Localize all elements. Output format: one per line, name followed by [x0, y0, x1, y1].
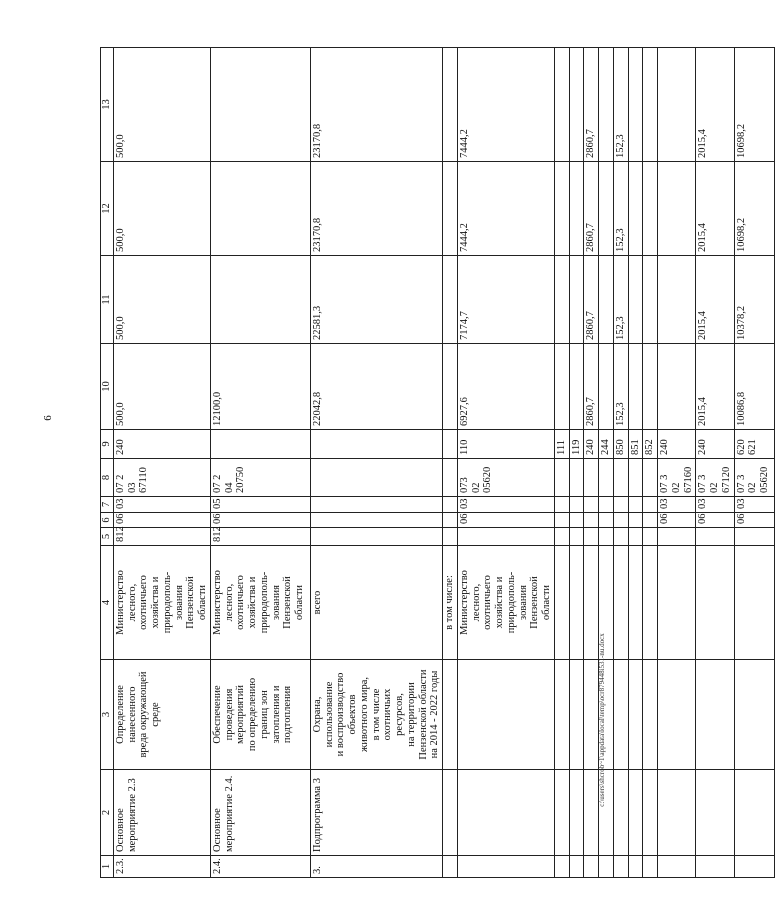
- table-cell: [554, 344, 569, 430]
- table-cell: [569, 256, 584, 344]
- table-cell: [734, 660, 774, 770]
- column-number: 5: [101, 528, 114, 546]
- table-cell: [569, 162, 584, 256]
- table-row: [613, 48, 628, 878]
- column-number: 13: [101, 48, 114, 162]
- table-cell: 240: [113, 430, 210, 459]
- table-cell: [628, 856, 643, 878]
- table-cell: [628, 459, 643, 497]
- table-cell: 6927,6: [457, 344, 554, 430]
- table-cell: 05: [210, 497, 310, 513]
- column-number: 2: [101, 770, 114, 856]
- table-cell: [443, 660, 458, 770]
- table-cell: [613, 660, 628, 770]
- table-cell: 10086,8: [734, 344, 774, 430]
- table-cell: [210, 48, 310, 162]
- table-cell: [613, 856, 628, 878]
- table-cell: [310, 430, 442, 459]
- table-cell: [457, 528, 554, 546]
- table-cell: [643, 256, 658, 344]
- table-cell: [569, 546, 584, 660]
- table-cell: [628, 546, 643, 660]
- table-cell: [584, 459, 599, 497]
- table-cell: 23170,8: [310, 162, 442, 256]
- table-cell: [658, 660, 696, 770]
- table-cell: [643, 162, 658, 256]
- table-cell: [554, 162, 569, 256]
- table-cell: [696, 546, 734, 660]
- table-cell: 2015,4: [696, 48, 734, 162]
- table-cell: Министерство лесного, охотничьего хозяйства и природополь- зования Пензенской области: [113, 546, 210, 660]
- table-cell: Министерство лесного, охотничьего хозяйства и природополь- зования Пензенской области: [457, 546, 554, 660]
- table-cell: 111: [554, 430, 569, 459]
- table-cell: 812: [113, 528, 210, 546]
- table-cell: [643, 770, 658, 856]
- table-cell: [584, 856, 599, 878]
- table-cell: [443, 256, 458, 344]
- table-cell: [569, 660, 584, 770]
- table-cell: всего: [310, 546, 442, 660]
- budget-table: [100, 47, 775, 878]
- table-cell: [569, 856, 584, 878]
- table-cell: 10378,2: [734, 256, 774, 344]
- table-cell: [599, 528, 614, 546]
- table-cell: [613, 497, 628, 513]
- table-row: [643, 48, 658, 878]
- table-cell: [554, 660, 569, 770]
- table-cell: [554, 546, 569, 660]
- table-cell: [210, 430, 310, 459]
- table-cell: [643, 513, 658, 528]
- table-cell: [443, 770, 458, 856]
- table-cell: Определение нанесенного вреда окружающей среде: [113, 660, 210, 770]
- table-cell: 22042,8: [310, 344, 442, 430]
- column-number: 8: [101, 459, 114, 497]
- table-cell: [643, 459, 658, 497]
- table-cell: 119: [569, 430, 584, 459]
- table-cell: [554, 256, 569, 344]
- table-cell: 03: [734, 497, 774, 513]
- table-cell: 07 2 04 20750: [210, 459, 310, 497]
- column-number: 11: [101, 256, 114, 344]
- table-cell: [643, 546, 658, 660]
- table-row: [569, 48, 584, 878]
- table-cell: [613, 528, 628, 546]
- table-cell: 06: [696, 513, 734, 528]
- table-cell: 500,0: [113, 256, 210, 344]
- table-cell: Охрана, использование и воспроизводство объектов животного мира, в том числе охотничьих ресурсов, на территории Пензенской области на 2014 - 2022 годы: [310, 660, 442, 770]
- table-cell: 03: [658, 497, 696, 513]
- column-number: 9: [101, 430, 114, 459]
- table-cell: [569, 770, 584, 856]
- table-cell: [599, 459, 614, 497]
- table-cell: [443, 513, 458, 528]
- table-cell: 03: [457, 497, 554, 513]
- table-cell: 3.: [310, 856, 442, 878]
- table-row: [734, 48, 774, 878]
- table-cell: [599, 256, 614, 344]
- table-cell: 23170,8: [310, 48, 442, 162]
- column-number: 1: [101, 856, 114, 878]
- table-cell: [696, 528, 734, 546]
- table-cell: 06: [734, 513, 774, 528]
- table-cell: Министерство лесного, охотничьего хозяйства и природополь- зования Пензенской области: [210, 546, 310, 660]
- table-cell: [584, 546, 599, 660]
- table-cell: 2015,4: [696, 162, 734, 256]
- table-cell: 2.3.: [113, 856, 210, 878]
- table-cell: [554, 459, 569, 497]
- table-cell: 852: [643, 430, 658, 459]
- table-row: [658, 48, 696, 878]
- table-cell: [554, 497, 569, 513]
- table-cell: [554, 856, 569, 878]
- table-cell: в том числе:: [443, 546, 458, 660]
- table-cell: 2015,4: [696, 344, 734, 430]
- table-cell: [443, 459, 458, 497]
- table-cell: [599, 162, 614, 256]
- table-cell: [310, 459, 442, 497]
- table-row: [457, 48, 554, 878]
- table-cell: [443, 528, 458, 546]
- table-cell: [628, 513, 643, 528]
- table-cell: 06: [457, 513, 554, 528]
- table-cell: [599, 513, 614, 528]
- table-row: [696, 48, 734, 878]
- table-cell: 110: [457, 430, 554, 459]
- table-cell: [658, 48, 696, 162]
- table-cell: 07 2 03 67110: [113, 459, 210, 497]
- table-row: [584, 48, 599, 878]
- table-cell: [628, 770, 643, 856]
- table-row: [443, 48, 458, 878]
- table-cell: 06: [210, 513, 310, 528]
- table-cell: [696, 856, 734, 878]
- table-cell: [457, 856, 554, 878]
- table-cell: 7444,2: [457, 48, 554, 162]
- table-cell: 244: [599, 430, 614, 459]
- table-cell: 10698,2: [734, 48, 774, 162]
- table-cell: [658, 256, 696, 344]
- table-cell: [643, 660, 658, 770]
- table-cell: [643, 856, 658, 878]
- table-cell: [584, 513, 599, 528]
- table-cell: [599, 48, 614, 162]
- table-cell: Подпрограмма 3: [310, 770, 442, 856]
- column-number: 6: [101, 513, 114, 528]
- table-cell: [628, 256, 643, 344]
- table-cell: [628, 528, 643, 546]
- table-cell: [658, 770, 696, 856]
- table-cell: 240: [584, 430, 599, 459]
- table-cell: [457, 770, 554, 856]
- table-cell: [613, 513, 628, 528]
- table-cell: [696, 660, 734, 770]
- table-row: [113, 48, 210, 878]
- table-cell: [554, 513, 569, 528]
- table-cell: 2860,7: [584, 48, 599, 162]
- table-cell: [613, 770, 628, 856]
- table-cell: [457, 660, 554, 770]
- table-cell: [443, 856, 458, 878]
- table-cell: 812: [210, 528, 310, 546]
- table-cell: [628, 497, 643, 513]
- table-cell: [628, 162, 643, 256]
- budget-table-container: [100, 48, 770, 878]
- table-cell: [569, 344, 584, 430]
- table-cell: 500,0: [113, 48, 210, 162]
- table-cell: 7444,2: [457, 162, 554, 256]
- table-cell: 10698,2: [734, 162, 774, 256]
- table-cell: [658, 546, 696, 660]
- table-cell: [310, 528, 442, 546]
- table-cell: [643, 528, 658, 546]
- table-cell: [643, 497, 658, 513]
- table-cell: [554, 528, 569, 546]
- table-cell: [569, 513, 584, 528]
- table-cell: [613, 459, 628, 497]
- table-cell: [599, 497, 614, 513]
- table-cell: 2860,7: [584, 344, 599, 430]
- table-cell: [613, 546, 628, 660]
- table-cell: 2860,7: [584, 162, 599, 256]
- column-number-row: [101, 48, 114, 878]
- table-cell: [696, 770, 734, 856]
- table-row: [210, 48, 310, 878]
- table-cell: 500,0: [113, 344, 210, 430]
- table-cell: [210, 162, 310, 256]
- table-cell: [599, 344, 614, 430]
- table-row: [310, 48, 442, 878]
- table-cell: [584, 660, 599, 770]
- table-cell: 152,3: [613, 162, 628, 256]
- page-number: 6: [42, 415, 54, 421]
- table-cell: [628, 344, 643, 430]
- table-cell: 152,3: [613, 256, 628, 344]
- table-cell: [643, 344, 658, 430]
- table-cell: [554, 770, 569, 856]
- table-row: [628, 48, 643, 878]
- table-cell: 500,0: [113, 162, 210, 256]
- table-cell: 073 02 05620: [457, 459, 554, 497]
- column-number: 12: [101, 162, 114, 256]
- table-cell: [443, 497, 458, 513]
- table-row: [554, 48, 569, 878]
- table-cell: 03: [113, 497, 210, 513]
- table-cell: [210, 256, 310, 344]
- column-number: 7: [101, 497, 114, 513]
- table-cell: 2015,4: [696, 256, 734, 344]
- table-cell: 620 621: [734, 430, 774, 459]
- table-cell: [628, 48, 643, 162]
- table-cell: [584, 497, 599, 513]
- table-cell: 2.4.: [210, 856, 310, 878]
- table-cell: 07 3 02 67160: [658, 459, 696, 497]
- table-cell: [569, 528, 584, 546]
- table-cell: [584, 770, 599, 856]
- table-cell: 240: [658, 430, 696, 459]
- column-number: 4: [101, 546, 114, 660]
- table-cell: [599, 856, 614, 878]
- table-cell: [443, 430, 458, 459]
- table-cell: 07 3 02 67120: [696, 459, 734, 497]
- table-cell: [443, 344, 458, 430]
- table-cell: [584, 528, 599, 546]
- column-number: 3: [101, 660, 114, 770]
- file-path-text: c:\users\shcrob~1\appdata\local\temp\ocr879448i531-nu.docx: [598, 633, 606, 807]
- table-cell: 03: [696, 497, 734, 513]
- table-cell: [643, 48, 658, 162]
- table-cell: [628, 660, 643, 770]
- table-cell: [658, 856, 696, 878]
- table-cell: [734, 856, 774, 878]
- table-cell: [569, 48, 584, 162]
- table-cell: [734, 770, 774, 856]
- table-cell: [569, 497, 584, 513]
- table-cell: [443, 162, 458, 256]
- table-cell: [734, 528, 774, 546]
- table-cell: 06: [113, 513, 210, 528]
- table-cell: 06: [658, 513, 696, 528]
- table-cell: [569, 459, 584, 497]
- table-cell: 12100,0: [210, 344, 310, 430]
- table-cell: 152,3: [613, 48, 628, 162]
- table-cell: 2860,7: [584, 256, 599, 344]
- table-cell: Основное мероприятие 2.3: [113, 770, 210, 856]
- table-cell: 851: [628, 430, 643, 459]
- table-cell: Основное мероприятие 2.4.: [210, 770, 310, 856]
- table-cell: 07 3 02 05620: [734, 459, 774, 497]
- table-cell: Обеспечение проведения мероприятий по определению границ зон затопления и подтопления: [210, 660, 310, 770]
- table-cell: 7174,7: [457, 256, 554, 344]
- table-cell: 152,3: [613, 344, 628, 430]
- table-cell: [734, 546, 774, 660]
- table-cell: 240: [696, 430, 734, 459]
- table-cell: [658, 344, 696, 430]
- table-cell: [554, 48, 569, 162]
- table-cell: [310, 497, 442, 513]
- table-cell: 850: [613, 430, 628, 459]
- table-cell: 22581,3: [310, 256, 442, 344]
- table-cell: [658, 162, 696, 256]
- table-cell: [658, 528, 696, 546]
- column-number: 10: [101, 344, 114, 430]
- table-cell: [310, 513, 442, 528]
- table-cell: [443, 48, 458, 162]
